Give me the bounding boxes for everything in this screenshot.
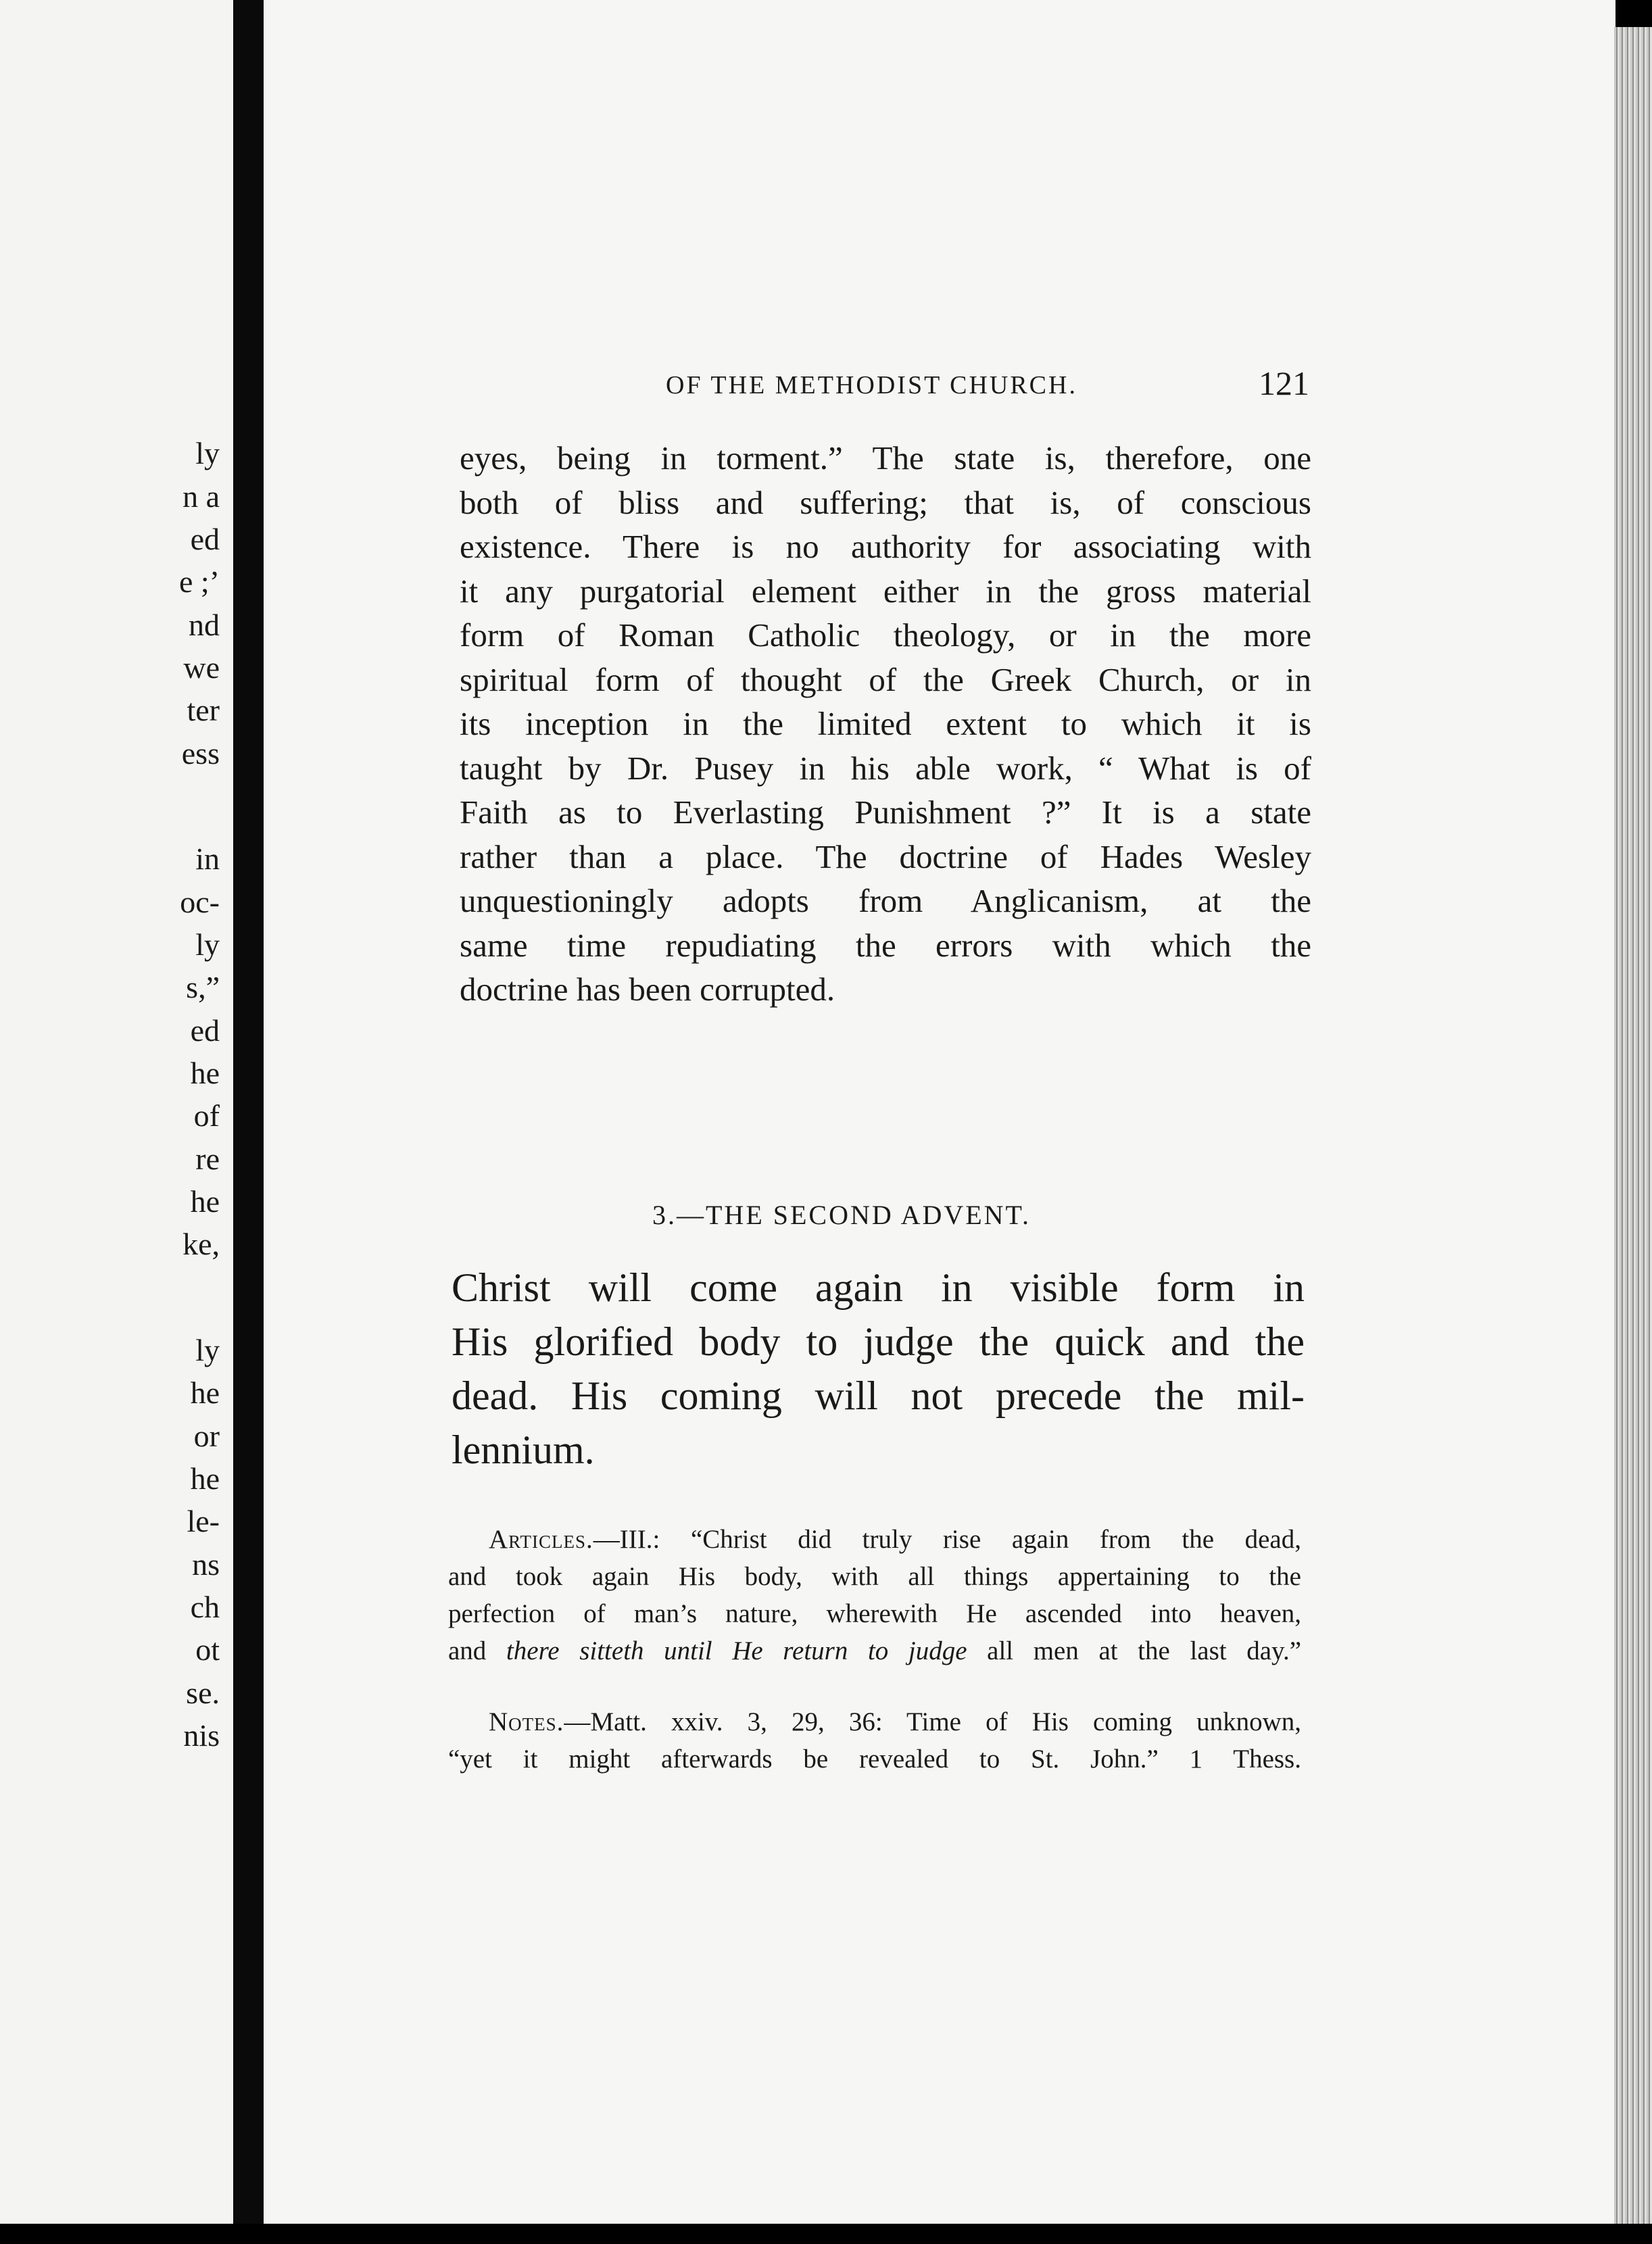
facing-page-fragment: ch <box>190 1590 220 1624</box>
text-line: same time repudiating the errors with which the <box>460 926 1311 964</box>
page-edges <box>1614 27 1652 2230</box>
facing-page-fragment: ly <box>195 436 220 470</box>
facing-page-fragment: of <box>193 1098 220 1133</box>
text-line: rather than a place. The doctrine of Hades Wesley <box>460 837 1311 875</box>
articles-italic: there sitteth until He return to judge <box>506 1636 967 1665</box>
articles-line-4 <box>448 1632 1301 1669</box>
articles-text: —III.: “Christ did truly rise again from the dead, <box>593 1525 1301 1554</box>
facing-page-fragment: ot <box>195 1632 220 1667</box>
notes-label: Notes. <box>489 1707 564 1736</box>
facing-page-fragment: ed <box>190 1013 220 1048</box>
text-line: taught by Dr. Pusey in his able work, “ What is of <box>460 749 1311 787</box>
notes-text: —Matt. xxiv. 3, 29, 36: Time of His coming unknown, <box>564 1707 1301 1736</box>
facing-page-fragment: ed <box>190 522 220 556</box>
facing-page-fragment: in <box>195 842 220 876</box>
running-head: OF THE METHODIST CHURCH. <box>666 371 1077 399</box>
text-line: eyes, being in torment.” The state is, therefore, one <box>460 439 1311 477</box>
facing-page-fragment: ke, <box>183 1227 220 1261</box>
doctrine-statement <box>452 1261 1305 1477</box>
facing-page-fragment: ns <box>192 1547 220 1582</box>
page-121 <box>264 0 1615 2244</box>
text-line: Faith as to Everlasting Punishment ?” It is a state <box>460 794 1311 831</box>
facing-page-fragment: he <box>190 1056 220 1090</box>
body-paragraph <box>460 436 1311 1012</box>
facing-page-left <box>0 0 233 2244</box>
facing-page-fragment: re <box>195 1142 220 1176</box>
doctrine-line: dead. His coming will not precede the mil- <box>452 1373 1305 1418</box>
text-line: both of bliss and suffering; that is, of conscious <box>460 483 1311 521</box>
facing-page-fragment: ter <box>187 693 220 727</box>
text-line: doctrine has been corrupted. <box>460 971 835 1008</box>
articles-text: all men at the last day.” <box>987 1636 1302 1665</box>
facing-page-fragment: n a <box>183 479 220 514</box>
articles-label: Articles. <box>489 1525 593 1554</box>
text-line: form of Roman Catholic theology, or in the more <box>460 616 1311 654</box>
facing-page-fragment: ess <box>181 736 220 771</box>
facing-page-fragment: oc- <box>180 885 220 919</box>
text-line: existence. There is no authority for associating with <box>460 528 1311 565</box>
notes-citation <box>448 1703 1301 1778</box>
facing-page-fragment: nis <box>183 1718 220 1753</box>
text-line: spiritual form of thought of the Greek Church, or in <box>460 660 1311 698</box>
book-gutter <box>233 0 264 2244</box>
notes-line-2: “yet it might afterwards be revealed to St. John.” 1 Thess. <box>448 1745 1301 1774</box>
facing-page-fragment: s,” <box>186 970 220 1004</box>
articles-line-1 <box>448 1521 1301 1558</box>
articles-line-2: and took again His body, with all things appertaining to the <box>448 1562 1301 1591</box>
articles-line-3: perfection of man’s nature, wherewith He ascended into heaven, <box>448 1599 1301 1628</box>
facing-page-fragment: or <box>193 1419 220 1453</box>
page-number: 121 <box>1259 364 1309 402</box>
facing-page-fragment: he <box>190 1184 220 1219</box>
doctrine-line: His glorified body to judge the quick and the <box>452 1319 1305 1364</box>
facing-page-fragment: nd <box>189 608 220 642</box>
scan-border <box>0 2224 1652 2244</box>
doctrine-line: lennium. <box>452 1428 595 1472</box>
section-heading: 3.—THE SECOND ADVENT. <box>652 1200 1031 1230</box>
text-line: it any purgatorial element either in the gross material <box>460 572 1311 610</box>
facing-page-fragment: le- <box>187 1504 220 1538</box>
facing-page-fragment: se. <box>186 1676 220 1710</box>
facing-page-fragment: e ;’ <box>178 564 220 599</box>
facing-page-fragment: we <box>183 650 220 685</box>
doctrine-line: Christ will come again in visible form in <box>452 1265 1305 1310</box>
facing-page-fragment: ly <box>195 927 220 962</box>
facing-page-fragment: he <box>190 1461 220 1496</box>
facing-page-fragment: he <box>190 1375 220 1410</box>
text-line: its inception in the limited extent to which it is <box>460 705 1311 742</box>
articles-citation <box>448 1521 1301 1669</box>
text-line: unquestioningly adopts from Anglicanism, at the <box>460 882 1311 919</box>
notes-line-1 <box>448 1703 1301 1740</box>
facing-page-fragment: ly <box>195 1333 220 1367</box>
articles-text: and <box>448 1636 487 1665</box>
